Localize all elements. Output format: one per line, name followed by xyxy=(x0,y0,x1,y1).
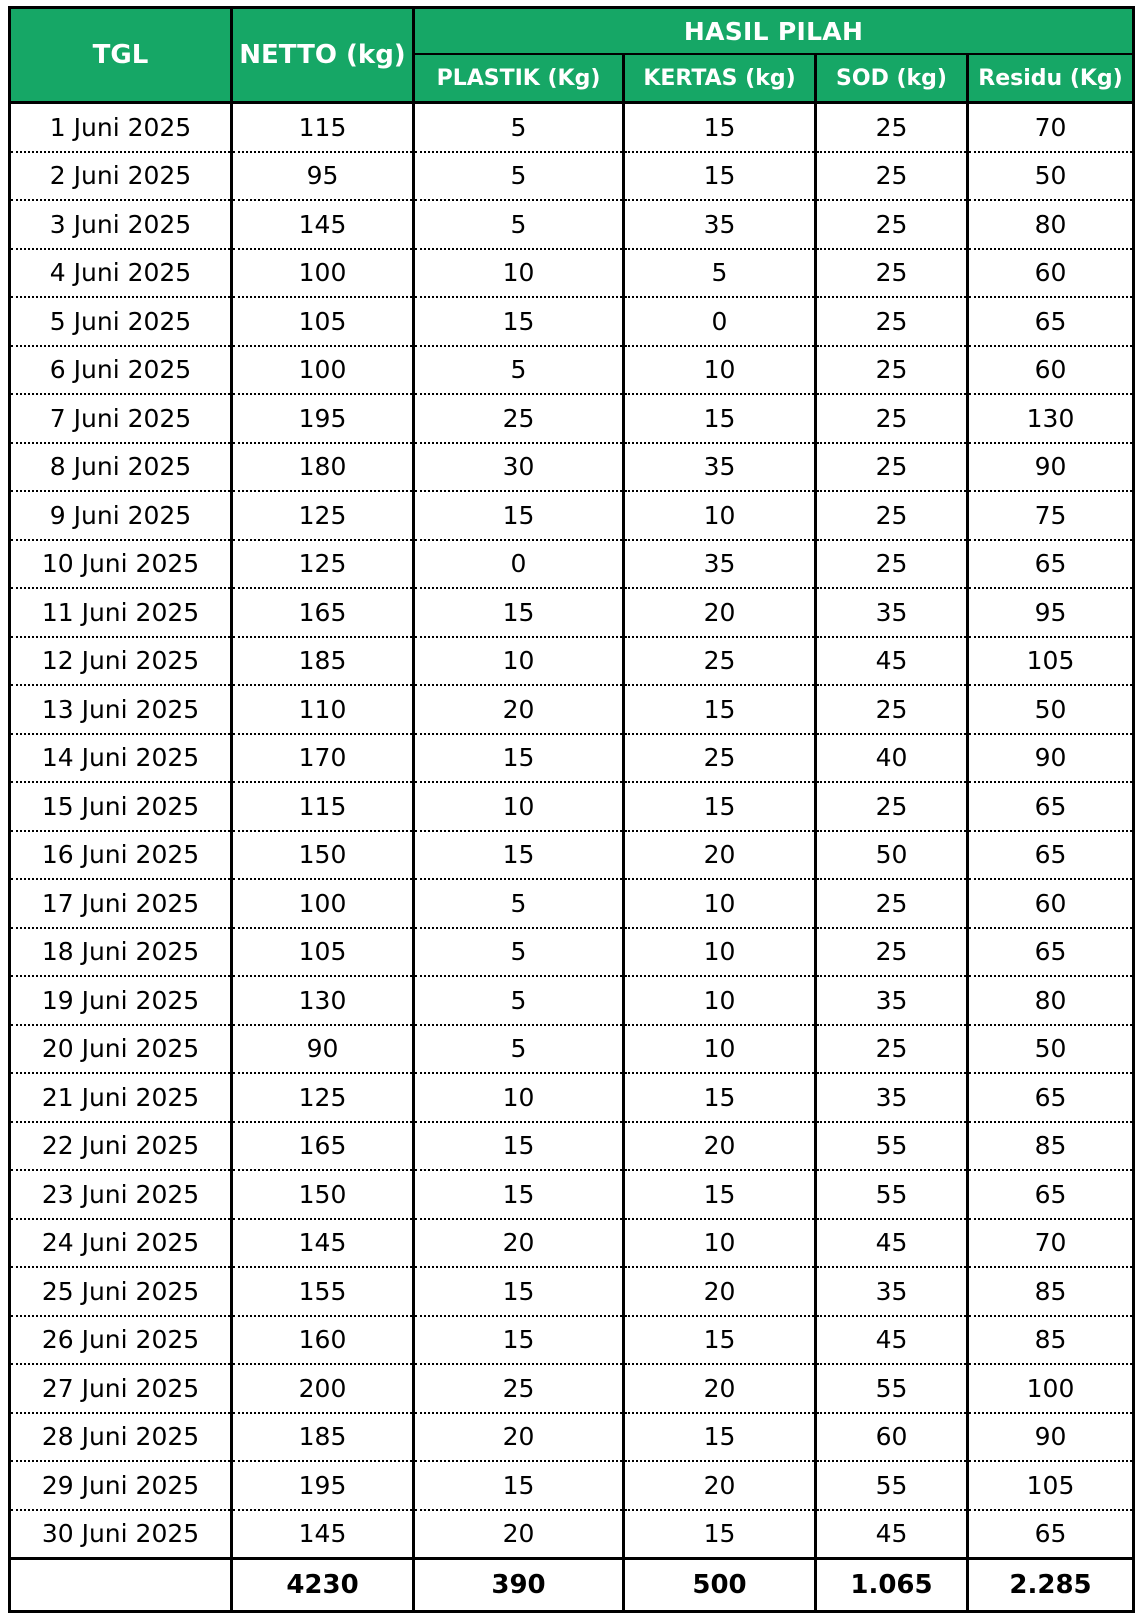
table-row xyxy=(10,1219,1134,1268)
cell-tgl: 18 Juni 2025 xyxy=(10,928,232,977)
cell-sod: 25 xyxy=(816,103,968,152)
cell-tgl: 21 Juni 2025 xyxy=(10,1073,232,1122)
cell-netto: 195 xyxy=(232,394,414,443)
table-row xyxy=(10,588,1134,637)
cell-plastik: 15 xyxy=(414,1267,624,1316)
cell-plastik: 15 xyxy=(414,297,624,346)
cell-tgl: 7 Juni 2025 xyxy=(10,394,232,443)
table-footer xyxy=(10,1559,1134,1612)
table-row xyxy=(10,879,1134,928)
cell-plastik: 5 xyxy=(414,346,624,395)
table-row xyxy=(10,976,1134,1025)
cell-plastik: 15 xyxy=(414,734,624,783)
cell-kertas: 25 xyxy=(624,637,816,686)
cell-tgl: 9 Juni 2025 xyxy=(10,491,232,540)
cell-kertas: 20 xyxy=(624,1461,816,1510)
cell-kertas: 20 xyxy=(624,1122,816,1171)
cell-tgl: 23 Juni 2025 xyxy=(10,1170,232,1219)
cell-residu: 60 xyxy=(968,346,1134,395)
cell-kertas: 15 xyxy=(624,685,816,734)
cell-netto: 150 xyxy=(232,831,414,880)
table-row xyxy=(10,1413,1134,1462)
table-row xyxy=(10,782,1134,831)
cell-sod: 35 xyxy=(816,1267,968,1316)
cell-tgl: 19 Juni 2025 xyxy=(10,976,232,1025)
cell-plastik: 0 xyxy=(414,540,624,589)
table-row xyxy=(10,249,1134,298)
cell-sod: 25 xyxy=(816,346,968,395)
cell-plastik: 10 xyxy=(414,782,624,831)
cell-residu: 65 xyxy=(968,928,1134,977)
column-group-header-hasil-pilah: HASIL PILAH xyxy=(414,8,1134,55)
table-row xyxy=(10,1122,1134,1171)
cell-sod: 25 xyxy=(816,394,968,443)
cell-sod: 25 xyxy=(816,1025,968,1074)
cell-kertas: 10 xyxy=(624,879,816,928)
cell-residu: 60 xyxy=(968,249,1134,298)
cell-sod: 25 xyxy=(816,297,968,346)
table-row xyxy=(10,734,1134,783)
cell-residu: 65 xyxy=(968,1073,1134,1122)
column-header-residu: Residu (Kg) xyxy=(968,54,1134,103)
waste-data-table xyxy=(8,6,1135,1613)
cell-plastik: 25 xyxy=(414,394,624,443)
cell-tgl: 26 Juni 2025 xyxy=(10,1316,232,1365)
cell-kertas: 5 xyxy=(624,249,816,298)
cell-residu: 75 xyxy=(968,491,1134,540)
table-row xyxy=(10,1364,1134,1413)
cell-kertas: 15 xyxy=(624,782,816,831)
table-row xyxy=(10,1073,1134,1122)
cell-sod: 40 xyxy=(816,734,968,783)
cell-residu: 100 xyxy=(968,1364,1134,1413)
cell-netto: 105 xyxy=(232,928,414,977)
cell-kertas: 15 xyxy=(624,1510,816,1559)
cell-netto: 185 xyxy=(232,1413,414,1462)
cell-plastik: 20 xyxy=(414,1510,624,1559)
table-body xyxy=(10,103,1134,1559)
cell-netto: 180 xyxy=(232,443,414,492)
cell-tgl: 25 Juni 2025 xyxy=(10,1267,232,1316)
cell-sod: 25 xyxy=(816,249,968,298)
table-row xyxy=(10,540,1134,589)
table-row xyxy=(10,491,1134,540)
cell-kertas: 15 xyxy=(624,394,816,443)
cell-residu: 105 xyxy=(968,1461,1134,1510)
table-row xyxy=(10,685,1134,734)
cell-residu: 65 xyxy=(968,782,1134,831)
cell-netto: 160 xyxy=(232,1316,414,1365)
cell-tgl: 10 Juni 2025 xyxy=(10,540,232,589)
cell-sod: 35 xyxy=(816,588,968,637)
cell-tgl: 12 Juni 2025 xyxy=(10,637,232,686)
cell-kertas: 10 xyxy=(624,346,816,395)
cell-sod: 25 xyxy=(816,491,968,540)
cell-netto: 195 xyxy=(232,1461,414,1510)
cell-netto: 200 xyxy=(232,1364,414,1413)
cell-plastik: 5 xyxy=(414,200,624,249)
cell-residu: 90 xyxy=(968,443,1134,492)
cell-netto: 100 xyxy=(232,249,414,298)
cell-netto: 185 xyxy=(232,637,414,686)
cell-plastik: 30 xyxy=(414,443,624,492)
cell-sod: 25 xyxy=(816,685,968,734)
cell-plastik: 15 xyxy=(414,1170,624,1219)
cell-plastik: 5 xyxy=(414,1025,624,1074)
totals-row xyxy=(10,1559,1134,1612)
cell-kertas: 15 xyxy=(624,152,816,201)
cell-residu: 80 xyxy=(968,976,1134,1025)
totals-netto: 4230 xyxy=(232,1559,414,1612)
table-row xyxy=(10,637,1134,686)
cell-residu: 105 xyxy=(968,637,1134,686)
cell-tgl: 11 Juni 2025 xyxy=(10,588,232,637)
cell-kertas: 15 xyxy=(624,1170,816,1219)
cell-residu: 50 xyxy=(968,152,1134,201)
cell-netto: 100 xyxy=(232,879,414,928)
cell-netto: 125 xyxy=(232,491,414,540)
cell-netto: 90 xyxy=(232,1025,414,1074)
cell-tgl: 2 Juni 2025 xyxy=(10,152,232,201)
cell-tgl: 8 Juni 2025 xyxy=(10,443,232,492)
cell-sod: 25 xyxy=(816,928,968,977)
cell-netto: 145 xyxy=(232,1219,414,1268)
cell-residu: 65 xyxy=(968,1170,1134,1219)
cell-tgl: 1 Juni 2025 xyxy=(10,103,232,152)
cell-plastik: 10 xyxy=(414,1073,624,1122)
cell-netto: 105 xyxy=(232,297,414,346)
table-row xyxy=(10,103,1134,152)
cell-tgl: 14 Juni 2025 xyxy=(10,734,232,783)
table-row xyxy=(10,443,1134,492)
cell-sod: 45 xyxy=(816,637,968,686)
cell-plastik: 15 xyxy=(414,1461,624,1510)
table-row xyxy=(10,1170,1134,1219)
totals-label-cell xyxy=(10,1559,232,1612)
cell-kertas: 15 xyxy=(624,1413,816,1462)
cell-residu: 50 xyxy=(968,1025,1134,1074)
cell-kertas: 15 xyxy=(624,103,816,152)
cell-plastik: 10 xyxy=(414,637,624,686)
cell-residu: 85 xyxy=(968,1267,1134,1316)
cell-residu: 50 xyxy=(968,685,1134,734)
cell-netto: 145 xyxy=(232,1510,414,1559)
cell-plastik: 5 xyxy=(414,152,624,201)
cell-plastik: 15 xyxy=(414,588,624,637)
cell-plastik: 20 xyxy=(414,685,624,734)
totals-kertas: 500 xyxy=(624,1559,816,1612)
cell-kertas: 20 xyxy=(624,588,816,637)
table-row xyxy=(10,1316,1134,1365)
cell-plastik: 15 xyxy=(414,1316,624,1365)
cell-sod: 35 xyxy=(816,1073,968,1122)
cell-tgl: 29 Juni 2025 xyxy=(10,1461,232,1510)
cell-residu: 70 xyxy=(968,103,1134,152)
cell-sod: 25 xyxy=(816,200,968,249)
cell-plastik: 20 xyxy=(414,1219,624,1268)
cell-netto: 115 xyxy=(232,782,414,831)
cell-netto: 150 xyxy=(232,1170,414,1219)
cell-netto: 165 xyxy=(232,1122,414,1171)
cell-residu: 65 xyxy=(968,297,1134,346)
cell-residu: 90 xyxy=(968,1413,1134,1462)
cell-sod: 55 xyxy=(816,1170,968,1219)
column-header-netto: NETTO (kg) xyxy=(232,8,414,103)
cell-kertas: 35 xyxy=(624,200,816,249)
cell-tgl: 16 Juni 2025 xyxy=(10,831,232,880)
totals-sod: 1.065 xyxy=(816,1559,968,1612)
cell-tgl: 5 Juni 2025 xyxy=(10,297,232,346)
cell-residu: 65 xyxy=(968,831,1134,880)
cell-plastik: 5 xyxy=(414,976,624,1025)
table-row xyxy=(10,1510,1134,1559)
cell-plastik: 5 xyxy=(414,103,624,152)
cell-kertas: 10 xyxy=(624,1219,816,1268)
cell-netto: 125 xyxy=(232,1073,414,1122)
cell-kertas: 10 xyxy=(624,928,816,977)
cell-residu: 80 xyxy=(968,200,1134,249)
cell-sod: 25 xyxy=(816,152,968,201)
cell-residu: 95 xyxy=(968,588,1134,637)
cell-netto: 145 xyxy=(232,200,414,249)
cell-sod: 50 xyxy=(816,831,968,880)
cell-kertas: 35 xyxy=(624,540,816,589)
cell-sod: 55 xyxy=(816,1461,968,1510)
cell-netto: 170 xyxy=(232,734,414,783)
cell-plastik: 15 xyxy=(414,1122,624,1171)
cell-kertas: 15 xyxy=(624,1073,816,1122)
cell-sod: 45 xyxy=(816,1219,968,1268)
cell-tgl: 3 Juni 2025 xyxy=(10,200,232,249)
cell-tgl: 15 Juni 2025 xyxy=(10,782,232,831)
cell-residu: 65 xyxy=(968,1510,1134,1559)
column-header-sod: SOD (kg) xyxy=(816,54,968,103)
cell-residu: 130 xyxy=(968,394,1134,443)
table-row xyxy=(10,928,1134,977)
cell-kertas: 35 xyxy=(624,443,816,492)
cell-kertas: 20 xyxy=(624,1267,816,1316)
cell-residu: 85 xyxy=(968,1122,1134,1171)
cell-netto: 110 xyxy=(232,685,414,734)
column-header-tgl: TGL xyxy=(10,8,232,103)
cell-sod: 35 xyxy=(816,976,968,1025)
header-row-top xyxy=(10,8,1134,55)
cell-residu: 65 xyxy=(968,540,1134,589)
cell-sod: 55 xyxy=(816,1122,968,1171)
cell-plastik: 10 xyxy=(414,249,624,298)
cell-residu: 85 xyxy=(968,1316,1134,1365)
cell-sod: 25 xyxy=(816,879,968,928)
cell-netto: 130 xyxy=(232,976,414,1025)
totals-plastik: 390 xyxy=(414,1559,624,1612)
table-row xyxy=(10,297,1134,346)
cell-netto: 100 xyxy=(232,346,414,395)
cell-netto: 165 xyxy=(232,588,414,637)
table-row xyxy=(10,394,1134,443)
cell-tgl: 6 Juni 2025 xyxy=(10,346,232,395)
cell-sod: 60 xyxy=(816,1413,968,1462)
cell-tgl: 17 Juni 2025 xyxy=(10,879,232,928)
cell-kertas: 10 xyxy=(624,1025,816,1074)
cell-tgl: 4 Juni 2025 xyxy=(10,249,232,298)
cell-plastik: 5 xyxy=(414,928,624,977)
cell-plastik: 15 xyxy=(414,831,624,880)
table-row xyxy=(10,1461,1134,1510)
cell-tgl: 20 Juni 2025 xyxy=(10,1025,232,1074)
cell-residu: 60 xyxy=(968,879,1134,928)
cell-plastik: 5 xyxy=(414,879,624,928)
table-row xyxy=(10,152,1134,201)
cell-residu: 70 xyxy=(968,1219,1134,1268)
table-row xyxy=(10,1025,1134,1074)
cell-sod: 25 xyxy=(816,540,968,589)
cell-kertas: 0 xyxy=(624,297,816,346)
cell-tgl: 22 Juni 2025 xyxy=(10,1122,232,1171)
cell-sod: 25 xyxy=(816,782,968,831)
cell-sod: 45 xyxy=(816,1510,968,1559)
cell-kertas: 10 xyxy=(624,976,816,1025)
cell-plastik: 20 xyxy=(414,1413,624,1462)
cell-sod: 55 xyxy=(816,1364,968,1413)
table-header xyxy=(10,8,1134,103)
cell-tgl: 24 Juni 2025 xyxy=(10,1219,232,1268)
totals-residu: 2.285 xyxy=(968,1559,1134,1612)
cell-netto: 125 xyxy=(232,540,414,589)
cell-netto: 155 xyxy=(232,1267,414,1316)
cell-netto: 95 xyxy=(232,152,414,201)
cell-netto: 115 xyxy=(232,103,414,152)
cell-kertas: 25 xyxy=(624,734,816,783)
cell-sod: 45 xyxy=(816,1316,968,1365)
table-row xyxy=(10,1267,1134,1316)
table-row xyxy=(10,200,1134,249)
cell-tgl: 27 Juni 2025 xyxy=(10,1364,232,1413)
cell-plastik: 15 xyxy=(414,491,624,540)
cell-kertas: 10 xyxy=(624,491,816,540)
cell-sod: 25 xyxy=(816,443,968,492)
column-header-plastik: PLASTIK (Kg) xyxy=(414,54,624,103)
cell-tgl: 30 Juni 2025 xyxy=(10,1510,232,1559)
cell-tgl: 28 Juni 2025 xyxy=(10,1413,232,1462)
cell-kertas: 20 xyxy=(624,1364,816,1413)
cell-tgl: 13 Juni 2025 xyxy=(10,685,232,734)
column-header-kertas: KERTAS (kg) xyxy=(624,54,816,103)
table-row xyxy=(10,831,1134,880)
cell-kertas: 20 xyxy=(624,831,816,880)
table-row xyxy=(10,346,1134,395)
cell-residu: 90 xyxy=(968,734,1134,783)
cell-kertas: 15 xyxy=(624,1316,816,1365)
cell-plastik: 25 xyxy=(414,1364,624,1413)
